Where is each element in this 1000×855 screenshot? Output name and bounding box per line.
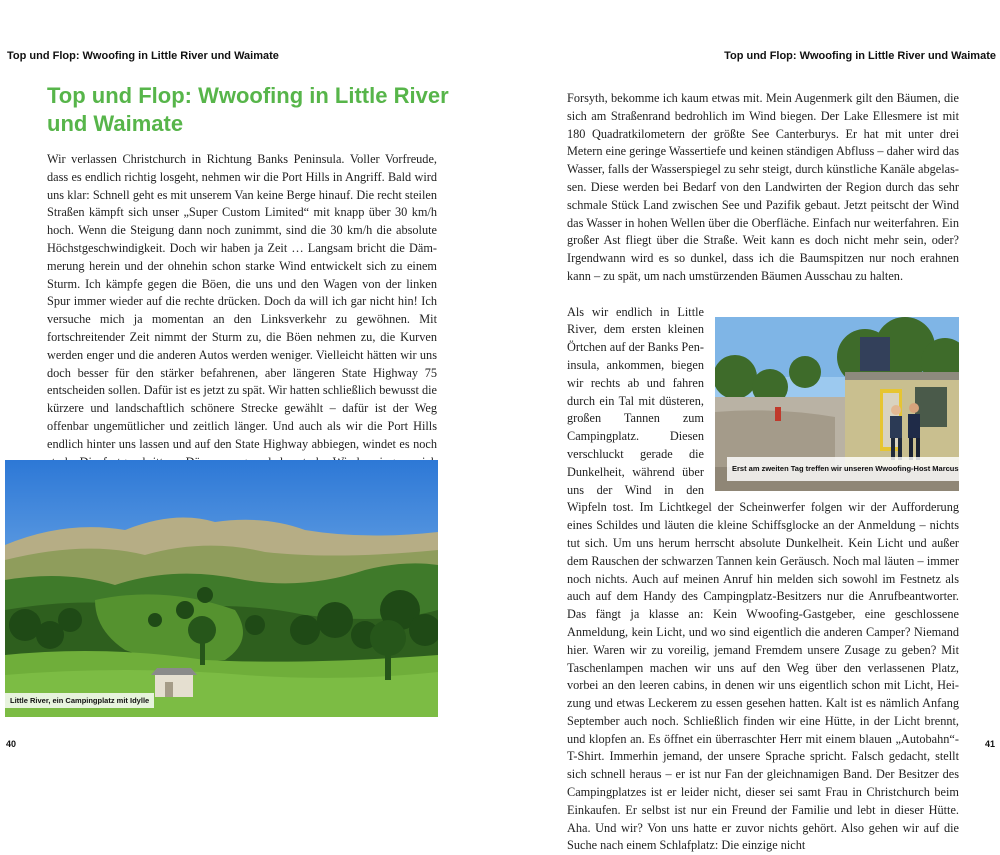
chapter-title: Top und Flop: Wwoofing in Little River und Waimate — [47, 83, 449, 136]
right-paragraph-2-text: Als wir endlich in Little River, dem ersten kleinen Örtchen auf der Banks Peninsula, ankommen, biegen wir rechts ab und fahren durch ein Tal mit düsteren, großen Tannen zum Campingplatz. Diesen verschluckt gerade die Dunkelheit, während über uns der Wind in den Wipfeln tost. Im Lichtkegel der Scheinwerfer folgen wir der Aufforderung eines Schildes und läuten die kleine Schiffsglocke an der Anmeldung – nichts tut sich. Um uns herum herrscht absolute Dunkelheit. Kein Licht und außer dem Rauschen der schwarzen Tannen kein Geräusch. Noch mal läuten – immer noch nichts. Auch auf meinen Anruf hin melden sich sowohl im Festnetz als auch auf dem Handy des Campingplatz-Besitzers nur die Anrufbeantworter. Das fängt ja klasse an: Kein Wwoofing-Gastgeber, eine geschlossene Anmeldung, kein Licht, und wo sind eigentlich die anderen Camper? Niemand hier. Waren wir zu voreilig, jemand Fremdem unsere Zusage zu geben? Mit Taschenlampen machen wir uns auf den Weg über den verlassenen Platz, vorbei an den leeren cabins, in denen wir uns eigentlich schon mit Licht, Heizung und etwas Leckerem zu essen gesehen hatten. Kalt ist es nämlich Anfang September auch noch. Schließlich finden wir eine Hütte, in der Licht brennt, und klopfen an. Es öffnet ein überraschter Herr mit einem blauen „Autobahn“-T-Shirt. Immerhin jemand, der unsere Sprache spricht. Falsch gedacht, stellt sich schnell heraus – er ist nur Fan der gleichnamigen Band. Der Besitzer des Campingplatzes ist er leider nicht, dieser sei samt Frau in Christchurch beim Einkaufen. Er selbst ist nur ein Freund der Familie und lebt in dieser Hütte. Aha. Und wir? Von uns hatte er zuvor nichts gehört. Also gehen wir auf die Suche nach einem Schlafplatz: Die einzige nicht — [567, 304, 959, 853]
running-header-right: Top und Flop: Wwoofing in Little River und Waimate — [724, 50, 996, 62]
page-number-right: 41 — [984, 739, 995, 749]
right-page — [500, 0, 1000, 853]
right-paragraph-2 — [567, 304, 959, 855]
page-number-left: 40 — [6, 739, 17, 749]
landscape-photo — [5, 460, 438, 717]
photo-little-river — [5, 460, 438, 717]
right-paragraph-1: Forsyth, bekomme ich kaum etwas mit. Mein Augenmerk gilt den Bäumen, die sich am Straßenrand bedrohlich im Wind biegen. Der Lake Ellesmere ist mit 180 Quadratkilometern der größte See Canterburys. Er hat mit unter drei Metern eine geringe Wassertiefe und keinen ständigen Abfluss – daher wird das Wasser, falls der Wasserspiegel zu sehr steigt, durch künstliche Kanäle abgelassen. Diese werden bei Bedarf von den Landwirten der Region durch das sehr schmale Stück Land zwischen See und Pazifik gebaut. Jetzt peitscht der Wind das Wasser in hohen Wellen über die Oberfläche. Einfach nur weiterfahren. Ein großer Ast fliegt über die Straße. Weit kann es doch nicht mehr sein, oder? Irgendwann wird es so dunkel, dass ich die Baumspitzen nur noch erahnen kann – zu spät, um nach umstürzenden Bäumen Ausschau zu halten. — [567, 91, 959, 283]
left-paragraph-1: Wir verlassen Christchurch in Richtung Banks Peninsula. Voller Vorfreude, dass es endlich richtig losgeht, nehmen wir die Port Hills in Angriff. Bald wird uns klar: Schnell geht es mit unserem Van keine Berge hinauf. Die recht steilen Straßen kämpft sich unser „Super Custom Limited“ mit knapp über 30 km/h hoch. Wenn die Steigung dann noch zunimmt, sind die 30 km/h die absolute Höchstgeschwindigkeit. Doch wir haben ja Zeit … Langsam bricht die Dämmerung herein und der ohnehin schon starke Wind entwickelt sich zu einem Sturm. Ich kämpfe gegen die Böen, die uns und den Wagen von der linken Spur immer wieder auf die rechte drücken. Doch da will ich gar nicht hin! Ich versuche mich ja momentan an den Linksverkehr zu gewöhnen. Mit fortschreitender Zeit nimmt der Sturm zu, die Böen nehmen zu, die Kurven werden enger und die anderen Autos werden weniger. Vielleicht hätten wir uns doch besser für den stärker befahrenen, aber längeren State Highway 75 entscheiden sollen. Dafür ist es jetzt zu spät. Wir hatten schließlich bewusst die kürzere und landschaftlich schönere Strecke gewählt – dafür ist der Weg offenbar ungemütlicher und zeitlich länger. Und auch als wir die Port Hills endlich hinter uns lassen und auf den State Highway abbiegen, windet es noch — [47, 152, 437, 451]
left-body-text — [47, 151, 437, 507]
right-body-text — [567, 90, 959, 855]
photo-caption-left: Little River, ein Campingplatz mit Idylle — [5, 693, 154, 708]
photo-campground — [715, 317, 959, 491]
running-header-left: Top und Flop: Wwoofing in Little River und Waimate — [7, 50, 279, 62]
photo-caption-right: Erst am zweiten Tag treffen wir unseren Wwoofing-Host Marcus — [727, 457, 964, 481]
left-page — [0, 0, 500, 800]
